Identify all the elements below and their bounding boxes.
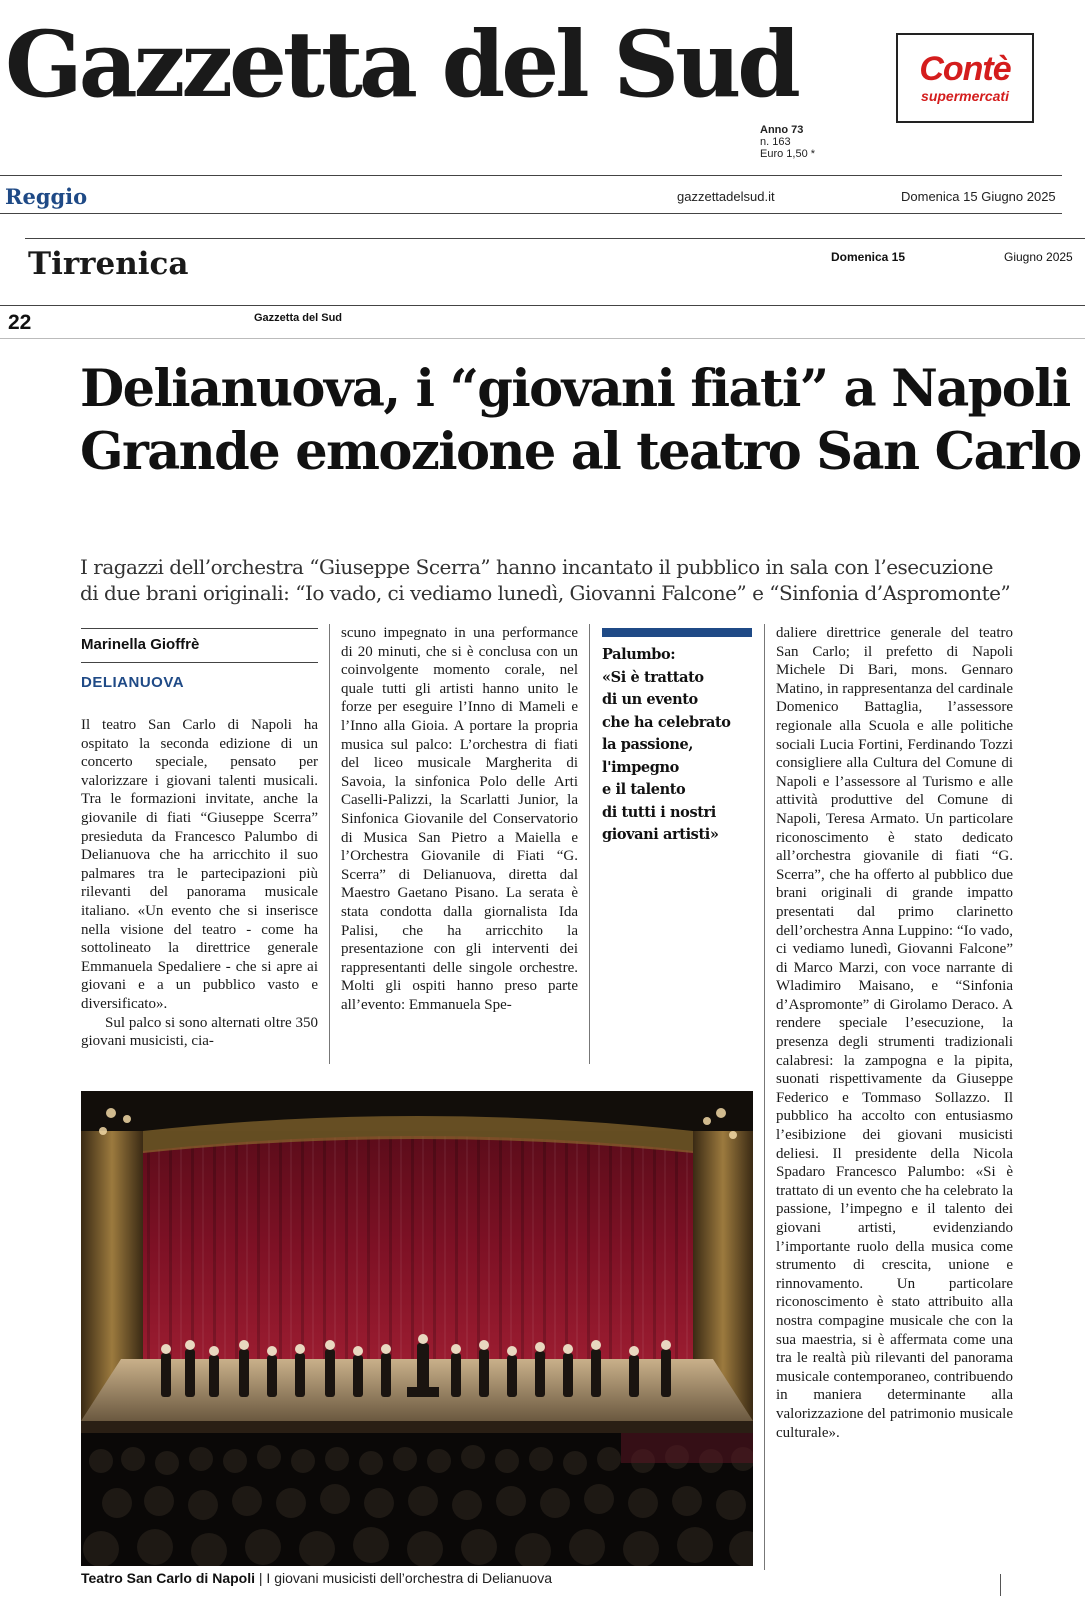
edition-section: Reggio [5, 184, 88, 209]
column-divider [764, 624, 765, 1570]
page-number: 22 [8, 311, 32, 334]
article-column-4 [776, 624, 1013, 1570]
issue-number: n. 163 [760, 136, 791, 148]
pull-quote-line: «Si è trattato [602, 668, 704, 686]
paragraph: Sul palco si sono alternati oltre 350 giovani musicisti, cia- [81, 1014, 318, 1050]
website-link[interactable]: gazzettadelsud.it [677, 189, 775, 204]
issue-year: Anno 73 [760, 124, 804, 136]
pull-quote-bar [602, 628, 752, 637]
byline-rule [81, 662, 318, 663]
headline-line: Grande emozione al teatro San Carlo [80, 422, 1081, 482]
pull-quote-line: di un evento [602, 691, 698, 708]
article-headline [80, 358, 1080, 484]
edition-rule-top [0, 175, 1062, 176]
pull-quote-line: giovani artisti» [602, 826, 719, 843]
theater-stage-photo[interactable] [81, 1091, 753, 1566]
headline-line: Delianuova, i “giovani fiati” a Napoli [80, 359, 1070, 419]
byline-rule-top [81, 628, 318, 629]
theater-stage-illustration [81, 1091, 753, 1566]
paragraph: scuno impegnato in una performance di 20 minuti, che si è conclusa con un coinvolgente momento corale, nel quale tutti gli artisti hanno unito le forze per eseguire l’Inno di Mameli e l’Inno alla Gioia. A portare la propria musica sul palco: L’orchestra di fiati del liceo musicale Margherita di Savoia, la sinfonica Polo delle Arti Caselli-Palizzi, la Scarlatti Junior, la Sinfonica Giovanile del Conservatorio di Musica San Pietro a Maiella e l’Orchestra Giovanile di Fiati “G. Scerra” di Delianuova, diretta dal Maestro Gaetano Pisano. La serata è stata condotta dalla giornalista Ida Palisi, che ha arricchito la presentazione con gli interventi dei rappresentanti delle singole orchestre. Molti gli ospiti hanno preso parte all’evento: Emmanuela Spe- [341, 625, 578, 1013]
caption-text: I giovani musicisti dell’orchestra di Delianuova [266, 1570, 552, 1586]
paragraph: Il teatro San Carlo di Napoli ha ospitato la seconda edizione di un concerto speciale, pensato per valorizzare i giovani talenti musicali. Tra le formazioni invitate, anche la giovanile di fiati “Giuseppe Scerra” presieduta da Francesco Palumbo di Delianuova che ha arricchito il suo palmares tra le partecipazioni più rilevanti del panorama musicale italiano. «Un evento che si inserisce nella visione del teatro - come ha sottolineato la direttrice generale Emmanuela Spedaliere - che si apre ai giovani e a un pubblico vasto e diversificato». [81, 717, 318, 1012]
pull-quote-line: che ha celebrato [602, 713, 731, 731]
page-header-rule-bottom [0, 305, 1085, 306]
pull-quote-line: Palumbo: [602, 646, 676, 663]
edition-date: Domenica 15 Giugno 2025 [901, 189, 1056, 204]
caption-separator: | [258, 1570, 267, 1586]
subhead-line: I ragazzi dell’orchestra “Giuseppe Scerra” hanno incantato il pubblico in sala con l’esecuzione [80, 555, 993, 579]
masthead-title: Gazzetta del Sud [5, 12, 797, 118]
pull-quote-line: l'impegno [602, 758, 679, 776]
article-subhead [80, 554, 1080, 606]
pull-quote-line: la passione, [602, 736, 694, 753]
advert-tagline: supermercati [921, 88, 1009, 104]
issue-info [760, 124, 815, 160]
caption-title: Teatro San Carlo di Napoli [81, 1570, 255, 1586]
pull-quote-line: di tutti i nostri [602, 803, 716, 821]
article-dateline: DELIANUOVA [81, 674, 185, 691]
page-month-year: Giugno 2025 [1004, 250, 1073, 264]
article-column-2 [341, 624, 578, 1062]
issue-price: Euro 1,50 * [760, 148, 816, 160]
page-day: Domenica 15 [831, 250, 906, 264]
photo-caption [81, 1570, 552, 1586]
page-header-rule-thin [0, 338, 1085, 339]
page-edge-mark [1000, 1574, 1001, 1596]
article-column-1 [81, 716, 318, 1051]
author-byline: Marinella Gioffrè [81, 636, 200, 653]
advert-box[interactable] [896, 33, 1034, 123]
page-section-title: Tirrenica [28, 246, 189, 282]
paragraph: daliere direttrice generale del teatro San Carlo; il prefetto di Napoli Michele Di Bari, mons. Gennaro Matino, in rappresentanza del cardinale Domenico Battaglia, l’assessore regionale alla Scuola e alle politiche sociali Lucia Fortini, Ferdinando Tozzi consigliere alla Cultura del Comune di Napoli e l’assessore al Turismo e alle attività produttive del Comune di Napoli, Teresa Armato. Un particolare riconoscimento è stato dedicato all’orchestra giovanile di fiati “G. Scerra”, che ha offerto al pubblico due brani originali di grande impatto presentati dal primo clarinetto dell’orchestra Anna Luppino: “Io vado, ci vediamo lunedì, Giovanni Falcone” di Marco Marzi, con voce narrante di Wladimiro Maisano, e “Sinfonia d’Aspromonte” di Girolamo Deraco. A rendere speciale l’esecuzione, la presenza degli strumenti tradizionali calabresi: la zampogna e la pipita, suonati rispettivamente da Giuseppe Federico e Tommaso Sollazzo. Il pubblico ha accolto con entusiasmo l’esibizione dei giovani musicisti deliesi. Il presidente della Nicola Spadaro Francesco Palumbo: «Si è trattato di un evento che ha celebrato la passione, l’impegno e il talento dei giovani artisti, evidenziando l’importante ruolo della musica come strumento di crescita, unione e rinnovamento. Un particolare riconoscimento è stato attribuito alla nostra compagine musicale che con la sua maestria, si è affermata come una tra le realtà più rilevanti del panorama musicale contemporaneo, contribuendo in maniera determinante alla valorizzazione del patrimonio musicale culturale». [776, 625, 1013, 1441]
edition-rule-bottom [0, 213, 1062, 214]
advert-brand: Contè [919, 50, 1011, 88]
column-divider [589, 624, 590, 1064]
page-header-rule-top [25, 238, 1085, 239]
pull-quote [602, 644, 752, 847]
pull-quote-line: e il talento [602, 781, 686, 798]
column-divider [329, 624, 330, 1064]
page-paper-name: Gazzetta del Sud [254, 312, 343, 324]
subhead-line: di due brani originali: “Io vado, ci vediamo lunedì, Giovanni Falcone” e “Sinfonia d’Aspromonte” [80, 581, 1011, 605]
